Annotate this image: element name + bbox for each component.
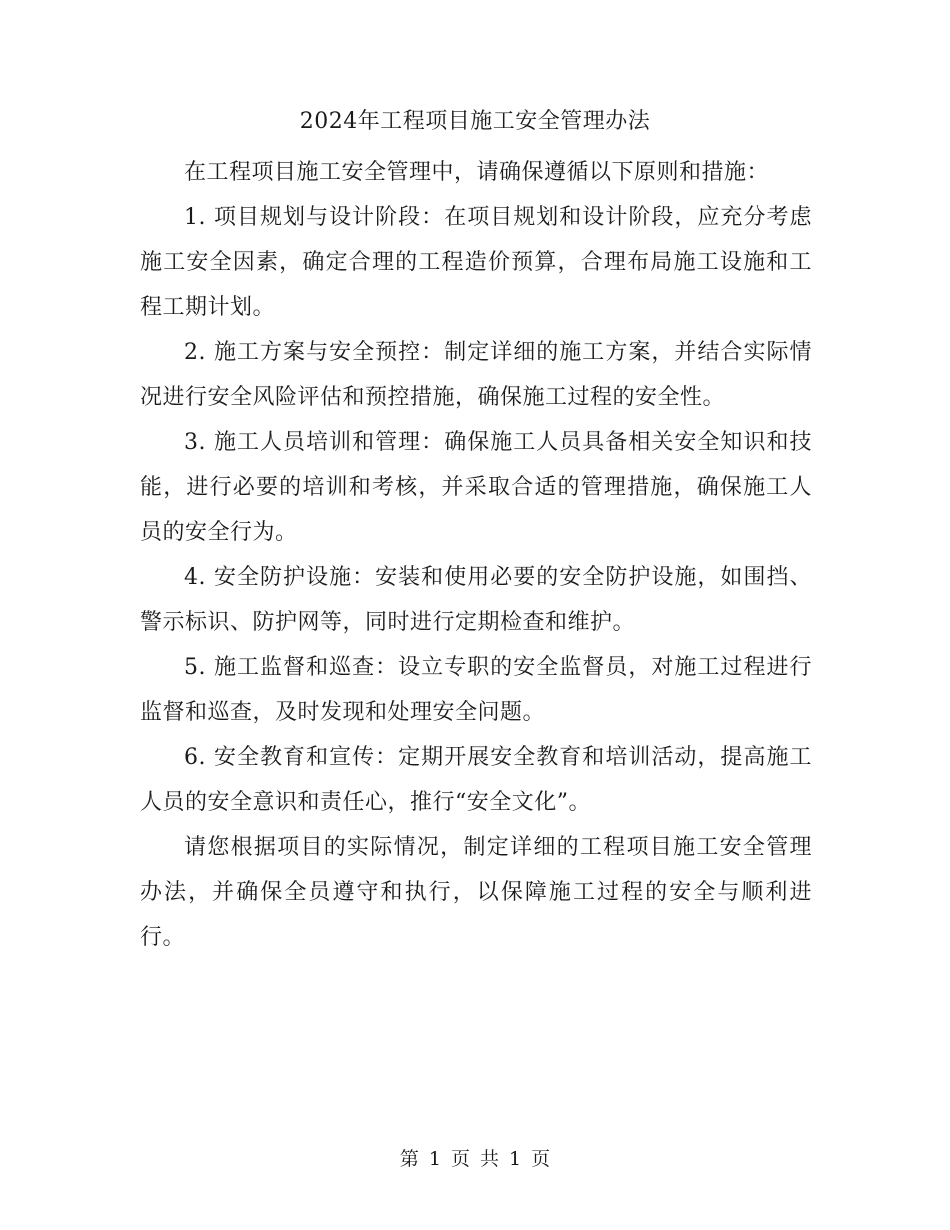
item-paragraph-4: 4. 安全防护设施：安装和使用必要的安全防护设施，如围挡、警示标识、防护网等，同时进行定期检查和维护。 bbox=[140, 565, 812, 635]
item-paragraph-3: 3. 施工人员培训和管理：确保施工人员具备相关安全知识和技能，进行必要的培训和考核，并采取合适的管理措施，确保施工人员的安全行为。 bbox=[140, 430, 812, 545]
item-paragraph-1: 1. 项目规划与设计阶段：在项目规划和设计阶段，应充分考虑施工安全因素，确定合理的工程造价预算，合理布局施工设施和工程工期计划。 bbox=[140, 205, 812, 320]
intro-paragraph: 在工程项目施工安全管理中，请确保遵循以下原则和措施： bbox=[184, 160, 770, 185]
item-paragraph-5: 5. 施工监督和巡查：设立专职的安全监督员，对施工过程进行监督和巡查，及时发现和处理安全问题。 bbox=[140, 655, 812, 725]
closing-paragraph: 请您根据项目的实际情况，制定详细的工程项目施工安全管理办法，并确保全员遵守和执行，以保障施工过程的安全与顺利进行。 bbox=[140, 835, 812, 950]
page-number-footer: 第 1 页 共 1 页 bbox=[399, 1148, 551, 1170]
item-paragraph-6: 6. 安全教育和宣传：定期开展安全教育和培训活动，提高施工人员的安全意识和责任心，推行“安全文化”。 bbox=[140, 745, 812, 815]
document-body bbox=[140, 150, 812, 960]
item-paragraph-2: 2. 施工方案与安全预控：制定详细的施工方案，并结合实际情况进行安全风险评估和预控措施，确保施工过程的安全性。 bbox=[140, 340, 812, 410]
document-title: 2024年工程项目施工安全管理办法 bbox=[299, 109, 651, 134]
